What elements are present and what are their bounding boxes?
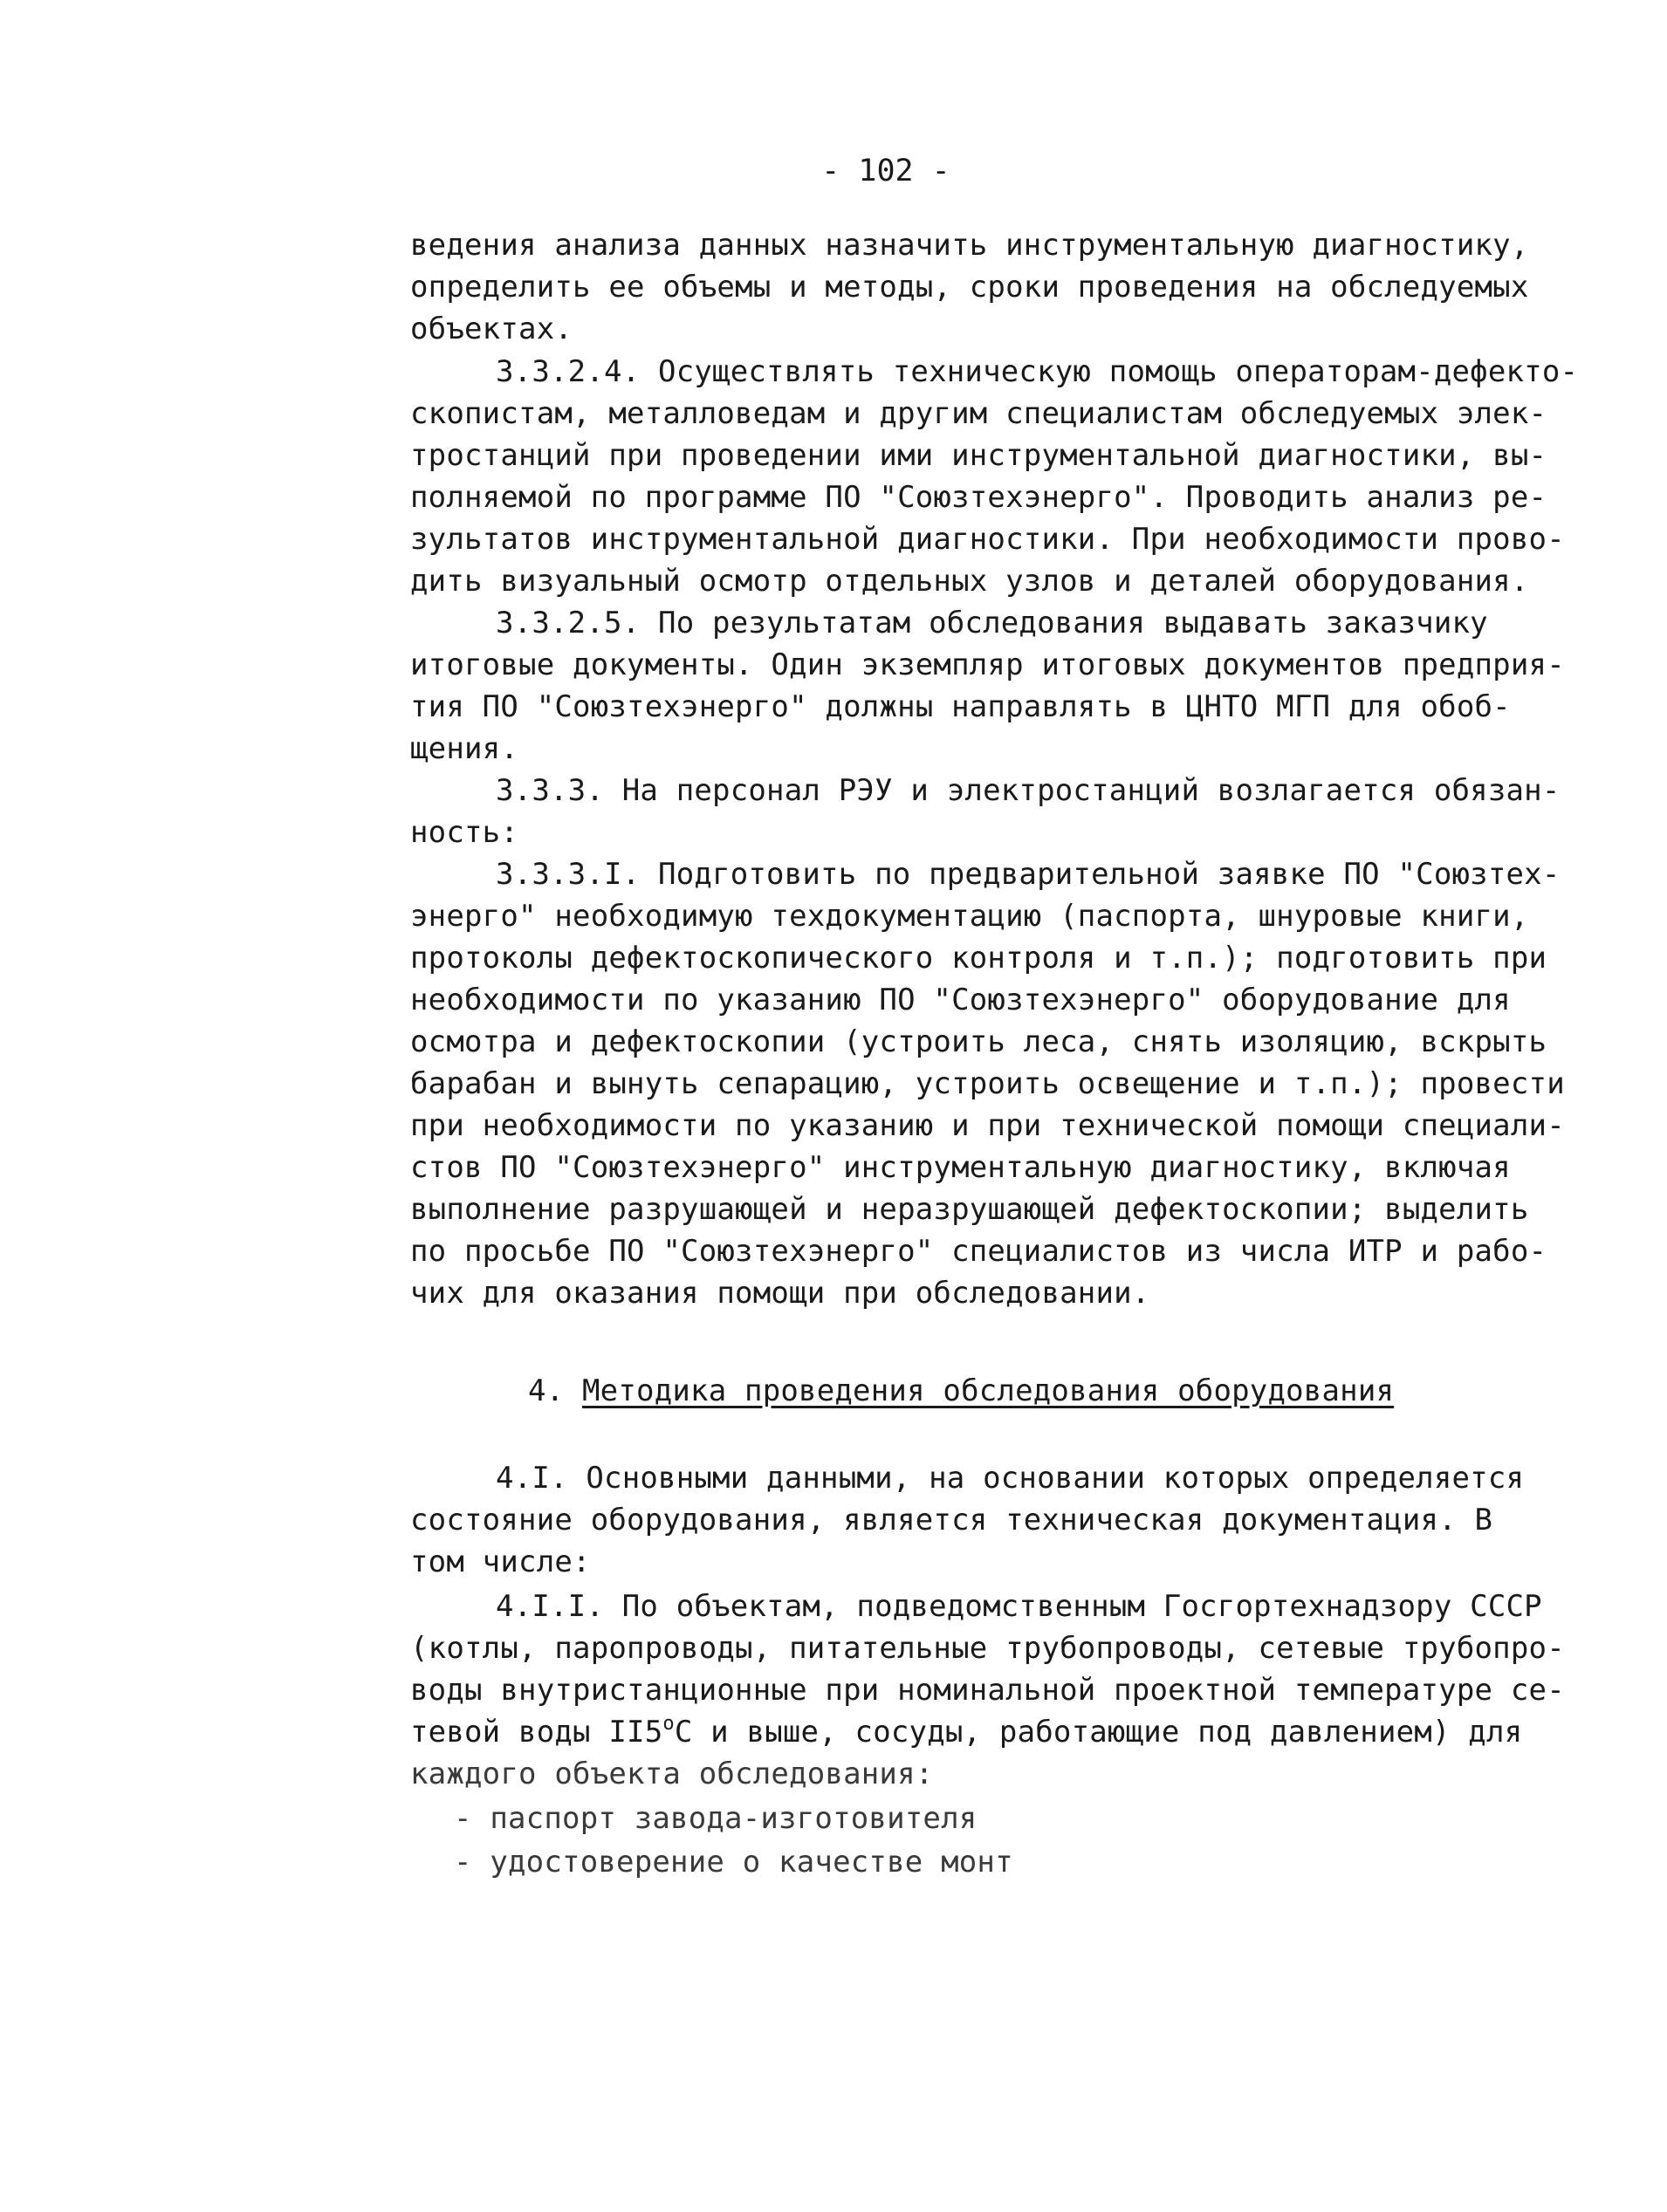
text-line-21: барабан и вынуть сепарацию, устроить освещение и т.п.); провести xyxy=(410,1066,1565,1101)
text-line-2: определить ее объемы и методы, сроки проведения на обследуемых xyxy=(410,270,1529,305)
text-line-3: объектах. xyxy=(410,312,573,346)
text-line-9: дить визуальный осмотр отдельных узлов и деталей оборудования. xyxy=(410,564,1529,599)
text-line-30: том числе: xyxy=(410,1544,591,1579)
text-line-34 xyxy=(410,1711,1522,1753)
page-number: - 102 - xyxy=(821,154,950,188)
text-line-34-start: тевой воды II5 xyxy=(410,1715,663,1750)
paragraph-3-3-3-1: 3.3.3.I. Подготовить по предварительной заявке ПО "Союзтех- xyxy=(496,857,1561,892)
list-item-passport: - паспорт завода-изготовителя xyxy=(454,1801,978,1836)
text-line-12: тия ПО "Союзтехэнерго" должны направлять в ЦНТО МГП для обоб- xyxy=(410,689,1511,724)
text-line-35: каждого объекта обследования: xyxy=(410,1757,934,1791)
text-line-18: протоколы дефектоскопического контроля и т.п.); подготовить при xyxy=(410,941,1547,976)
paragraph-3-3-2-4: 3.3.2.4. Осуществлять техническую помощь операторам-дефекто- xyxy=(496,354,1579,389)
text-line-25: по просьбе ПО "Союзтехэнерго" специалистов из числа ИТР и рабо- xyxy=(410,1234,1547,1269)
text-line-11: итоговые документы. Один экземпляр итоговых документов предприя- xyxy=(410,647,1565,682)
text-line-26: чих для оказания помощи при обследовании. xyxy=(410,1276,1150,1311)
list-item-certificate: - удостоверение о качестве монт xyxy=(454,1845,1013,1880)
text-line-1: ведения анализа данных назначить инструментальную диагностику, xyxy=(410,228,1529,263)
section-title: Методика проведения обследования оборудования xyxy=(582,1373,1395,1408)
text-line-8: зультатов инструментальной диагностики. При необходимости прово- xyxy=(410,522,1565,557)
text-line-15: ность: xyxy=(410,815,519,850)
text-line-7: полняемой по программе ПО "Союзтехэнерго". Проводить анализ ре- xyxy=(410,480,1547,515)
text-line-17: энерго" необходимую техдокументацию (паспорта, шнуровые книги, xyxy=(410,899,1529,934)
section-number: 4. xyxy=(528,1373,565,1408)
paragraph-3-3-3: 3.3.3. На персонал РЭУ и электростанций возлагается обязан- xyxy=(496,773,1561,808)
text-line-24: выполнение разрушающей и неразрушающей дефектоскопии; выделить xyxy=(410,1192,1529,1227)
paragraph-4-1-1: 4.I.I. По объектам, подведомственным Госгортехнадзору СССР xyxy=(496,1589,1542,1624)
text-line-19: необходимости по указанию ПО "Союзтехэнерго" оборудование для xyxy=(410,983,1511,1017)
text-line-23: стов ПО "Союзтехэнерго" инструментальную диагностику, включая xyxy=(410,1150,1511,1185)
degree-sign: о xyxy=(662,1713,675,1735)
text-line-34-end: C и выше, сосуды, работающие под давлением) для xyxy=(674,1715,1523,1750)
section-heading xyxy=(528,1370,1394,1412)
paragraph-4-1: 4.I. Основными данными, на основании которых определяется xyxy=(496,1461,1525,1496)
text-line-32: (котлы, паропроводы, питательные трубопроводы, сетевые трубопро- xyxy=(410,1631,1565,1666)
text-line-13: щения. xyxy=(410,731,519,766)
text-line-22: при необходимости по указанию и при технической помощи специали- xyxy=(410,1108,1565,1143)
text-line-29: состояние оборудования, является техническая документация. В xyxy=(410,1503,1493,1537)
paragraph-3-3-2-5: 3.3.2.5. По результатам обследования выдавать заказчику xyxy=(496,606,1488,640)
text-line-6: тростанций при проведении ими инструментальной диагностики, вы- xyxy=(410,438,1547,473)
text-line-5: скопистам, металловедам и другим специалистам обследуемых элек- xyxy=(410,396,1547,431)
text-line-33: воды внутристанционные при номинальной проектной температуре се- xyxy=(410,1673,1565,1708)
text-line-20: осмотра и дефектоскопии (устроить леса, снять изоляцию, вскрыть xyxy=(410,1024,1547,1059)
